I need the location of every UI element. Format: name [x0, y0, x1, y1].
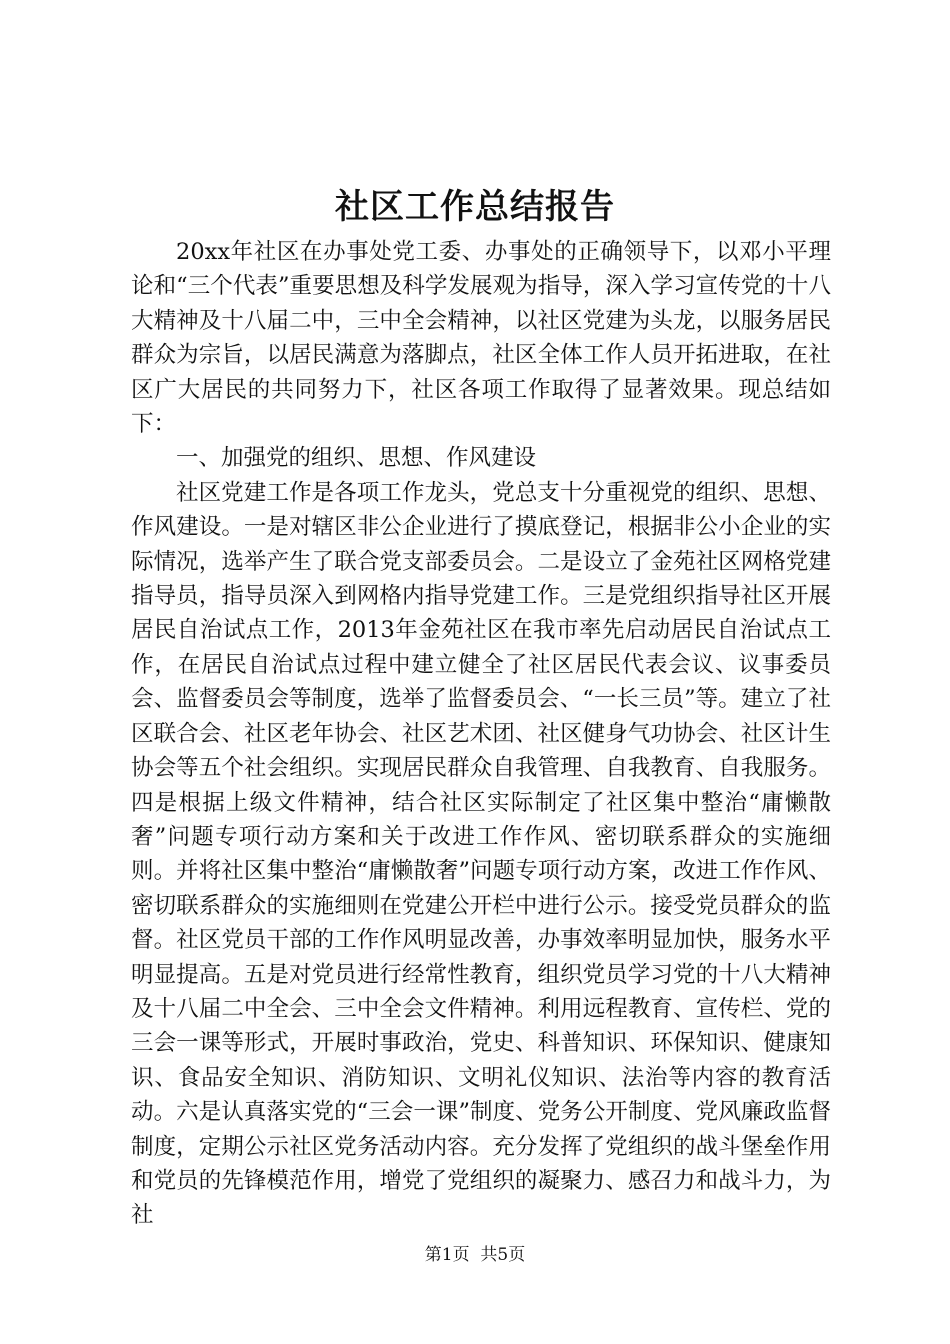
page-footer: [0, 1243, 950, 1267]
document-body: [131, 235, 831, 1233]
paragraph-party-building: 社区党建工作是各项工作龙头，党总支十分重视党的组织、思想、作风建设。一是对辖区非公企业进行了摸底登记，根据非公小企业的实际情况，选举产生了联合党支部委员会。二是设立了金苑社区网格党建指导员，指导员深入到网格内指导党建工作。三是党组织指导社区开展居民自治试点工作，2013年金苑社区在我市率先启动居民自治试点工作，在居民自治试点过程中建立健全了社区居民代表会议、议事委员会、监督委员会等制度，选举了监督委员会、“一长三员”等。建立了社区联合会、社区老年协会、社区艺术团、社区健身气功协会、社区计生协会等五个社会组织。实现居民群众自我管理、自我教育、自我服务。四是根据上级文件精神，结合社区实际制定了社区集中整治“庸懒散奢”问题专项行动方案和关于改进工作作风、密切联系群众的实施细则。并将社区集中整治“庸懒散奢”问题专项行动方案，改进工作作风、密切联系群众的实施细则在党建公开栏中进行公示。接受党员群众的监督。社区党员干部的工作作风明显改善，办事效率明显加快，服务水平明显提高。五是对党员进行经常性教育，组织党员学习党的十八大精神及十八届二中全会、三中全会文件精神。利用远程教育、宣传栏、党的三会一课等形式，开展时事政治，党史、科普知识、环保知识、健康知识、食品安全知识、消防知识、文明礼仪知识、法治等内容的教育活动。六是认真落实党的“三会一课”制度、党务公开制度、党风廉政监督制度，定期公示社区党务活动内容。充分发挥了党组织的战斗堡垒作用和党员的先锋模范作用，增党了党组织的凝聚力、感召力和战斗力，为社: [131, 479, 831, 1229]
document-title: 社区工作总结报告: [335, 187, 615, 227]
page-number-current: 第1页: [424, 1245, 470, 1265]
section-heading-1: 一、加强党的组织、思想、作风建设: [176, 445, 537, 472]
paragraph-intro: 20xx年社区在办事处党工委、办事处的正确领导下，以邓小平理论和“三个代表”重要思想及科学发展观为指导，深入学习宣传党的十八大精神及十八届二中，三中全会精神，以社区党建为头龙，以服务居民群众为宗旨，以居民满意为落脚点，社区全体工作人员开拓进取，在社区广大居民的共同努力下，社区各项工作取得了显著效果。现总结如下：: [131, 239, 831, 438]
page-number-total: 共5页: [480, 1245, 526, 1265]
